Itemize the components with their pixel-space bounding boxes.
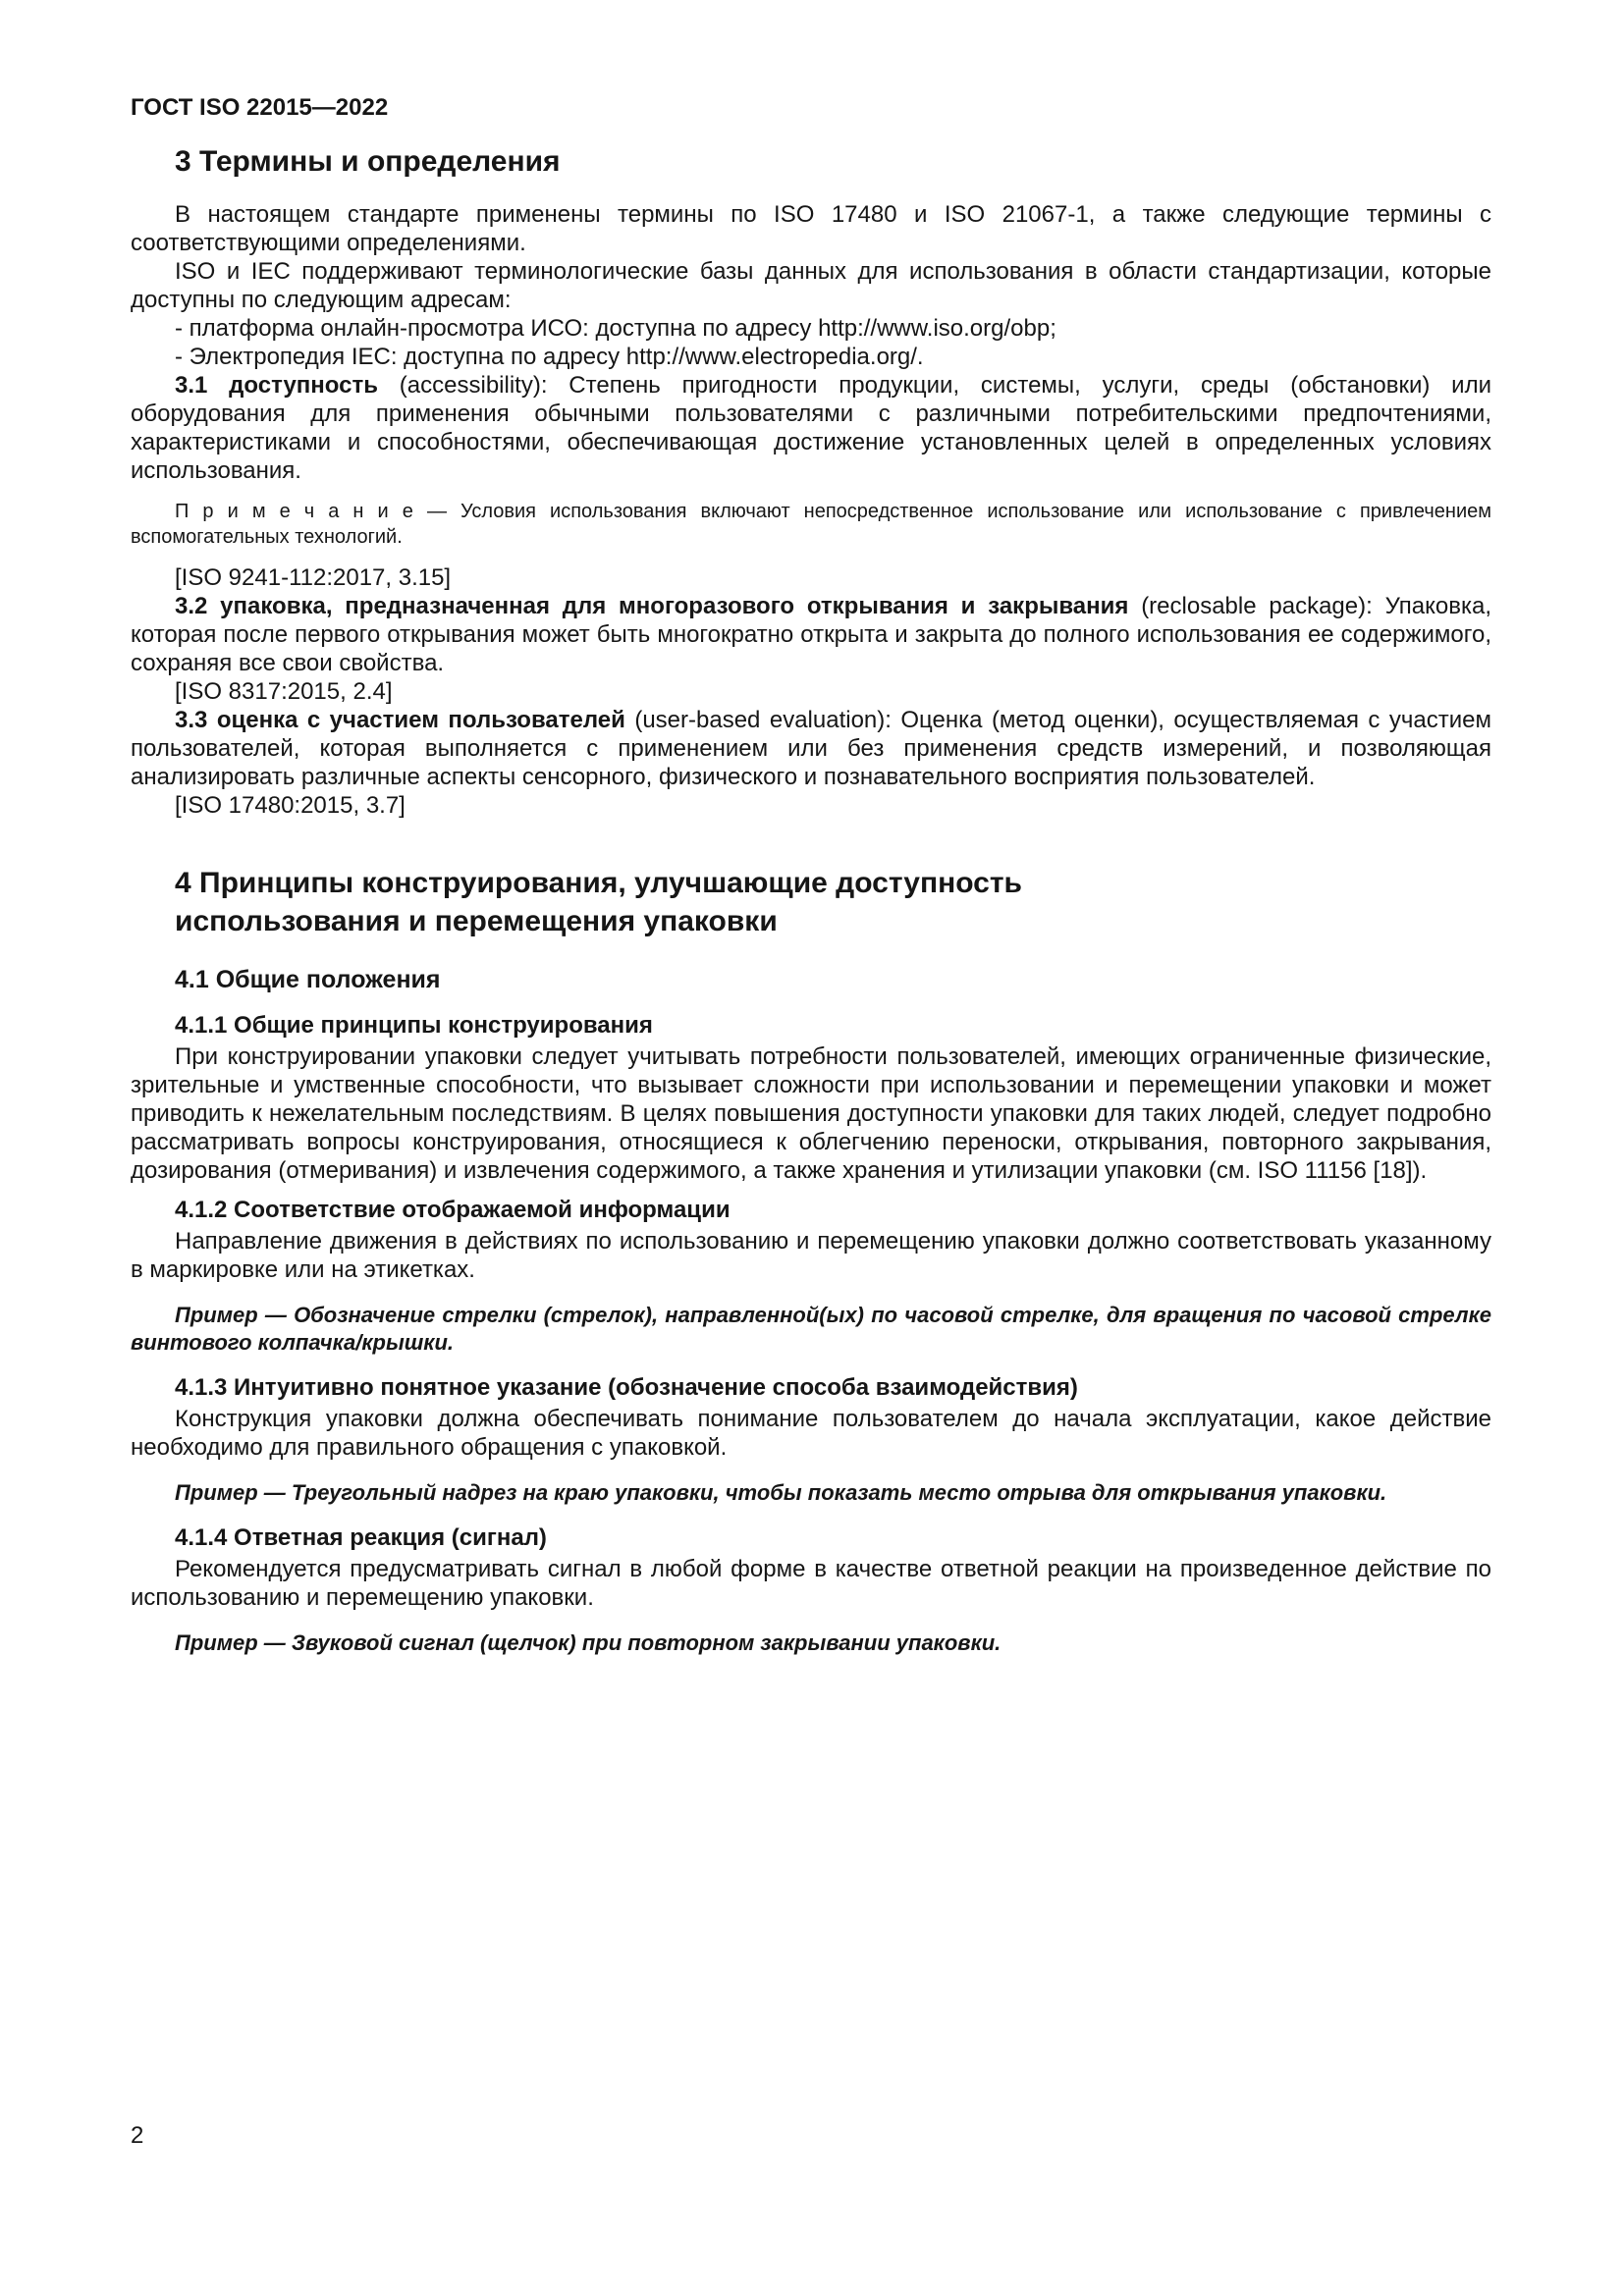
section-4-1-heading: 4.1 Общие положения: [175, 966, 441, 994]
paragraph-4-1-4: Рекомендуется предусматривать сигнал в любой форме в качестве ответной реакции на произведенное действие по использованию и перемещению упаковки.: [131, 1556, 1491, 1612]
term-text-3-1: (accessibility): Степень пригодности продукции, системы, услуги, среды (обстановки) или оборудования для применения обычными пользователями с различными потребительскими предпочтениями, характеристиками и способностями, обеспечивающая достижение установленных целей в определенных условиях использования.: [131, 372, 1491, 485]
term-label-3-3: 3.3 оценка с участием пользователей: [175, 707, 625, 734]
list-item-electropedia: - Электропедия IEC: доступна по адресу http://www.electropedia.org/.: [175, 344, 924, 371]
section-4-heading: 4 Принципы конструирования, улучшающие доступность использования и перемещения упаковки: [175, 867, 1022, 937]
note-text: — Условия использования включают непосредственное использование или использование с привлечением вспомогательных технологий.: [131, 501, 1492, 549]
section-4-1-2-heading: 4.1.2 Соответствие отображаемой информации: [175, 1197, 731, 1224]
paragraph-intro-1: В настоящем стандарте применены термины по ISO 17480 и ISO 21067-1, а также следующие термины с соответствующими определениями.: [131, 201, 1491, 257]
document-code-header: ГОСТ ISO 22015—2022: [131, 94, 389, 121]
iso-reference-2: [ISO 8317:2015, 2.4]: [175, 678, 393, 706]
page-number: 2: [131, 2122, 144, 2149]
section-4-1-1-heading: 4.1.1 Общие принципы конструирования: [175, 1012, 653, 1040]
term-definition-3-1: [131, 371, 1491, 485]
paragraph-4-1-1: При конструировании упаковки следует учитывать потребности пользователей, имеющих ограниченные физические, зрительные и умственные способности, что вызывает сложности при использовании и перемещении упаковки и может приводить к нежелательным последствиям. В целях повышения доступности упаковки для таких людей, следует подробно рассматривать вопросы конструирования, относящиеся к облегчению переноски, открывания, повторного закрывания, дозирования (отмеривания) и извлечения содержимого, а также хранения и утилизации упаковки (см. ISO 11156 [18]).: [131, 1043, 1491, 1185]
section-3-heading: 3 Термины и определения: [175, 145, 561, 178]
term-text-3-3: (user-based evaluation): Оценка (метод оценки), осуществляемая с участием пользователей, которая выполняется с применением или без применения средств измерений, и позволяющая анализировать различные аспекты сенсорного, физического и познавательного восприятия пользователей.: [131, 707, 1491, 791]
term-definition-3-3: [131, 706, 1491, 791]
note-block: [131, 499, 1491, 550]
term-label-3-1: 3.1 доступность: [175, 372, 378, 400]
page-content: [131, 143, 1491, 1675]
term-label-3-2: 3.2 упаковка, предназначенная для многоразового открывания и закрывания: [175, 593, 1129, 620]
term-text-3-2: (reclosable package): Упаковка, которая после первого открывания может быть многократно открыта и закрыта до полного использования ее содержимого, сохраняя все свои свойства.: [131, 593, 1491, 677]
iso-reference-3: [ISO 17480:2015, 3.7]: [175, 792, 406, 820]
iso-reference-1: [ISO 9241-112:2017, 3.15]: [175, 564, 452, 592]
paragraph-4-1-2: Направление движения в действиях по использованию и перемещению упаковки должно соответствовать указанному в маркировке или на этикетках.: [131, 1228, 1491, 1284]
section-4-1-3-heading: 4.1.3 Интуитивно понятное указание (обозначение способа взаимодействия): [175, 1374, 1078, 1402]
example-4-1-3: Пример — Треугольный надрез на краю упаковки, чтобы показать место отрыва для открывания упаковки.: [175, 1480, 1387, 1506]
term-definition-3-2: [131, 592, 1491, 677]
paragraph-intro-2: ISO и IEC поддерживают терминологические базы данных для использования в области стандартизации, которые доступны по следующим адресам:: [131, 258, 1491, 314]
example-4-1-2: Пример — Обозначение стрелки (стрелок), направленной(ых) по часовой стрелке, для вращения по часовой стрелке винтового колпачка/крышки.: [131, 1303, 1491, 1356]
example-4-1-4: Пример — Звуковой сигнал (щелчок) при повторном закрывании упаковки.: [175, 1630, 1001, 1656]
note-label: П р и м е ч а н и е: [175, 501, 413, 523]
list-item-iso-obp: - платформа онлайн-просмотра ИСО: доступна по адресу http://www.iso.org/obp;: [175, 315, 1056, 343]
paragraph-4-1-3: Конструкция упаковки должна обеспечивать понимание пользователем до начала эксплуатации, какое действие необходимо для правильного обращения с упаковкой.: [131, 1406, 1491, 1462]
section-4-1-4-heading: 4.1.4 Ответная реакция (сигнал): [175, 1524, 547, 1552]
